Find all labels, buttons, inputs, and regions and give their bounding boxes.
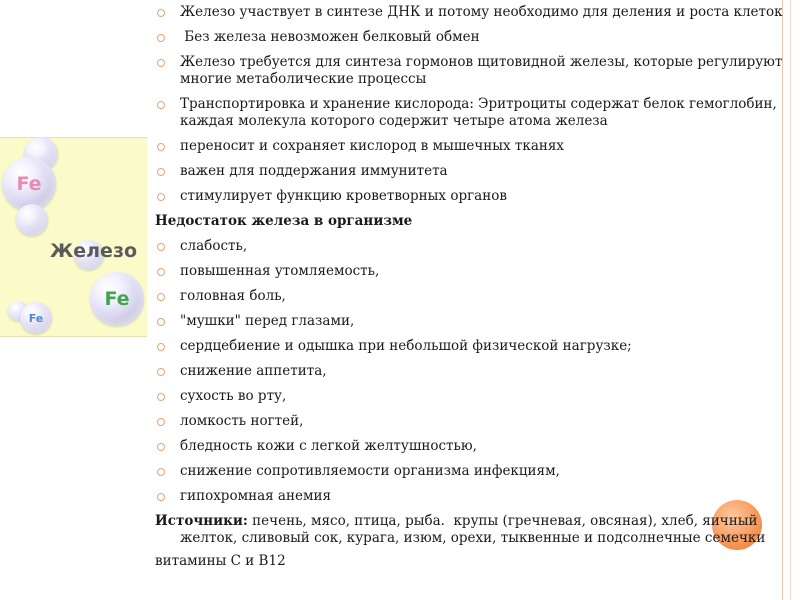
bullet-icon xyxy=(157,468,165,476)
bubble-fe-small-icon xyxy=(20,302,52,334)
frame-line-right-outer xyxy=(790,0,791,600)
list-item: стимулирует функцию кроветворных органов xyxy=(155,188,785,205)
bullet-icon xyxy=(157,393,165,401)
sidebar-title: Железо xyxy=(50,240,138,262)
bullet-icon xyxy=(157,368,165,376)
deficiency-heading: Недостаток железа в организме xyxy=(155,213,413,229)
bullet-icon xyxy=(157,34,165,42)
bullet-icon xyxy=(157,493,165,501)
list-item: сухость во рту, xyxy=(155,388,785,405)
bullet-icon xyxy=(157,59,165,67)
list-item: головная боль, xyxy=(155,288,785,305)
list-item: сердцебиение и одышка при небольшой физической нагрузке; xyxy=(155,338,785,355)
bullet-icon xyxy=(157,101,165,109)
bullet-icon xyxy=(157,418,165,426)
sources-label: Источники: xyxy=(155,513,248,529)
footer-text: витамины С и В12 xyxy=(155,553,286,569)
list-item: гипохромная анемия xyxy=(155,488,785,505)
sources-text-line2: желток, сливовый сок, курага, изюм, орехи, тыквенные и подсолнечные семечки xyxy=(180,530,766,546)
list-item: повышенная утомляемость, xyxy=(155,263,785,280)
bullet-icon xyxy=(157,143,165,151)
bullet-icon xyxy=(157,268,165,276)
list-item: важен для поддержания иммунитета xyxy=(155,163,785,180)
list-item: переносит и сохраняет кислород в мышечных тканях xyxy=(155,138,785,155)
bullet-icon xyxy=(157,343,165,351)
bullet-icon xyxy=(157,318,165,326)
list-item: Транспортировка и хранение кислорода: Эритроциты содержат белок гемоглобин, каждая молекула которого содержит четыре атома железа xyxy=(155,96,785,130)
bullet-icon xyxy=(157,293,165,301)
list-item: Без железа невозможен белковый обмен xyxy=(155,29,785,46)
bubble-small-mid-icon xyxy=(16,204,48,236)
list-item: Железо участвует в синтезе ДНК и потому необходимо для деления и роста клеток xyxy=(155,4,785,21)
sources-text-line1: печень, мясо, птица, рыба. крупы (гречневая, овсяная), хлеб, яичный xyxy=(247,513,758,529)
bubble-fe-medium-label: Fe xyxy=(104,288,130,310)
list-item: ломкость ногтей, xyxy=(155,413,785,430)
bullet-icon xyxy=(157,243,165,251)
bubble-fe-small-label: Fe xyxy=(28,311,44,325)
bullet-icon xyxy=(157,193,165,201)
list-item: слабость, xyxy=(155,238,785,255)
bubble-fe-medium-icon xyxy=(90,272,144,326)
slide-content xyxy=(155,4,785,570)
bullet-icon xyxy=(157,443,165,451)
sources-paragraph xyxy=(155,513,785,547)
list-item: "мушки" перед глазами, xyxy=(155,313,785,330)
list-item: снижение сопротивляемости организма инфекциям, xyxy=(155,463,785,480)
bubble-fe-large-label: Fe xyxy=(16,173,42,195)
bubble-fe-large-icon xyxy=(2,157,56,211)
bullet-icon xyxy=(157,168,165,176)
bullet-icon xyxy=(157,9,165,17)
list-item: Железо требуется для синтеза гормонов щитовидной железы, которые регулируют многие метаболические процессы xyxy=(155,54,785,88)
list-item: снижение аппетита, xyxy=(155,363,785,380)
list-item: бледность кожи с легкой желтушностью, xyxy=(155,438,785,455)
